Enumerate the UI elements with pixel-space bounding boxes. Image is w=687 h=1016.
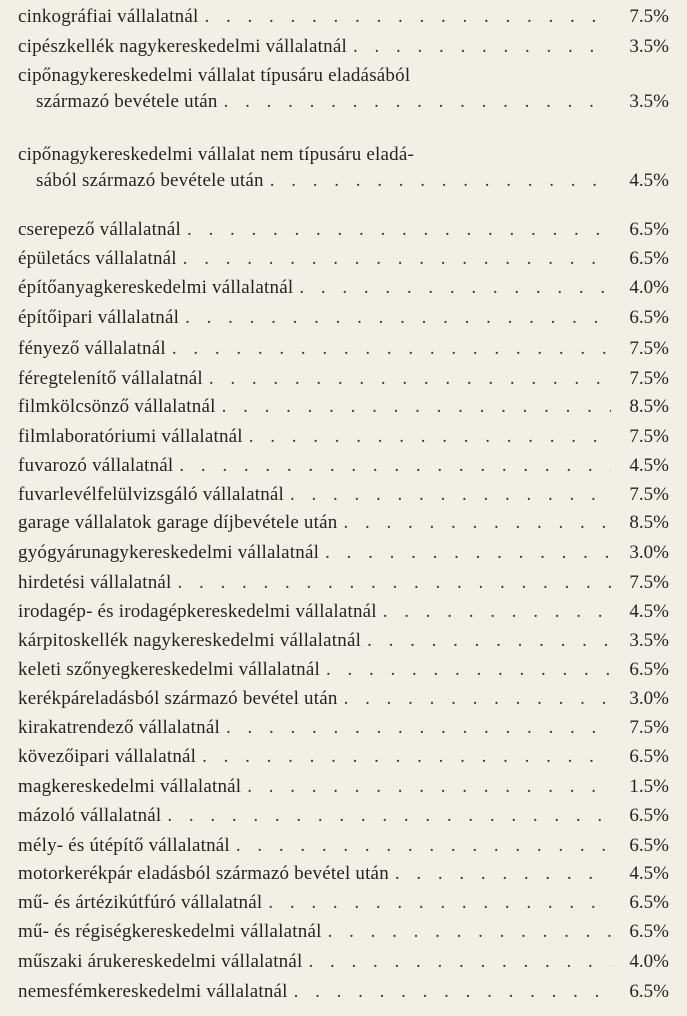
rate-entry bbox=[18, 686, 669, 712]
entry-rate: 3.5% bbox=[629, 91, 669, 112]
leader-dots bbox=[185, 305, 611, 331]
entry-rate: 6.5% bbox=[629, 805, 669, 826]
entry-rate: 1.5% bbox=[629, 776, 669, 797]
entry-label-continued: származó bevétele után bbox=[36, 91, 218, 112]
leader-dots bbox=[187, 217, 611, 243]
entry-label: kárpitoskellék nagykereskedelmi vállalatnál bbox=[18, 630, 362, 651]
rate-entry bbox=[18, 890, 669, 916]
rate-entry bbox=[18, 246, 669, 272]
rate-entry bbox=[18, 453, 669, 479]
entry-label: gyógyárunagykereskedelmi vállalatnál bbox=[18, 542, 320, 563]
rate-entry bbox=[18, 63, 669, 115]
rate-entry bbox=[18, 570, 669, 596]
entry-label: keleti szőnyegkereskedelmi vállalatnál bbox=[18, 659, 320, 680]
entry-label: kirakatrendező vállalatnál bbox=[18, 717, 220, 738]
entry-rate: 7.5% bbox=[629, 484, 669, 505]
leader-dots bbox=[167, 803, 611, 829]
rate-entry bbox=[18, 949, 669, 975]
leader-dots bbox=[202, 744, 611, 770]
leader-dots bbox=[178, 570, 611, 596]
entry-label: kövezőipari vállalatnál bbox=[18, 746, 197, 767]
rate-entry bbox=[18, 715, 669, 741]
rate-entry bbox=[18, 482, 669, 508]
entry-rate: 6.5% bbox=[629, 248, 669, 269]
entry-label: cserepező vállalatnál bbox=[18, 219, 181, 240]
entry-label: hirdetési vállalatnál bbox=[18, 572, 172, 593]
entry-label: mű- és ártézikútfúró vállalatnál bbox=[18, 892, 263, 913]
entry-label: filmkölcsönző vállalatnál bbox=[18, 396, 216, 417]
entry-label: építőanyagkereskedelmi vállalatnál bbox=[18, 277, 294, 298]
leader-dots bbox=[249, 424, 611, 450]
entry-rate: 6.5% bbox=[629, 219, 669, 240]
leader-dots bbox=[326, 657, 611, 683]
entry-rate: 7.5% bbox=[629, 572, 669, 593]
entry-label: fényező vállalatnál bbox=[18, 338, 166, 359]
rate-entry bbox=[18, 34, 669, 60]
entry-rate: 4.5% bbox=[629, 455, 669, 476]
entry-rate: 4.0% bbox=[629, 951, 669, 972]
leader-dots bbox=[222, 394, 611, 420]
rate-entry bbox=[18, 366, 669, 392]
leader-dots bbox=[299, 275, 611, 301]
entry-label: műszaki árukereskedelmi vállalatnál bbox=[18, 951, 303, 972]
rate-entry bbox=[18, 861, 669, 887]
entry-rate: 4.5% bbox=[629, 601, 669, 622]
entry-label: mázoló vállalatnál bbox=[18, 805, 162, 826]
entry-label: motorkerékpár eladásból származó bevétel után bbox=[18, 863, 389, 884]
leader-dots bbox=[367, 628, 611, 654]
entry-rate: 3.5% bbox=[629, 36, 669, 57]
entry-rate: 6.5% bbox=[629, 659, 669, 680]
entry-rate: 3.5% bbox=[629, 630, 669, 651]
rate-entry bbox=[18, 510, 669, 536]
rate-entry bbox=[18, 919, 669, 945]
leader-dots bbox=[224, 89, 611, 115]
entry-rate: 7.5% bbox=[629, 426, 669, 447]
entry-label: fuvarlevélfelülvizsgáló vállalatnál bbox=[18, 484, 285, 505]
leader-dots bbox=[183, 246, 611, 272]
rate-entry bbox=[18, 657, 669, 683]
entry-rate: 7.5% bbox=[629, 338, 669, 359]
entry-rate: 4.5% bbox=[629, 170, 669, 191]
entry-rate: 6.5% bbox=[629, 892, 669, 913]
entry-label: garage vállalatok garage díjbevétele után bbox=[18, 512, 338, 533]
entry-rate: 7.5% bbox=[629, 368, 669, 389]
entry-rate: 4.0% bbox=[629, 277, 669, 298]
leader-dots bbox=[268, 890, 611, 916]
entry-rate: 8.5% bbox=[629, 396, 669, 417]
leader-dots bbox=[204, 4, 611, 30]
rate-entry bbox=[18, 744, 669, 770]
entry-rate: 6.5% bbox=[629, 307, 669, 328]
entry-label: nemesfémkereskedelmi vállalatnál bbox=[18, 981, 288, 1002]
entry-label: épületács vállalatnál bbox=[18, 248, 177, 269]
leader-dots bbox=[226, 715, 611, 741]
leader-dots bbox=[395, 861, 611, 887]
entry-rate: 6.5% bbox=[629, 921, 669, 942]
leader-dots bbox=[270, 168, 611, 194]
rate-entry bbox=[18, 336, 669, 362]
leader-dots bbox=[344, 686, 611, 712]
rate-entry bbox=[18, 4, 669, 30]
rate-entry bbox=[18, 628, 669, 654]
entry-label: mély- és útépítő vállalatnál bbox=[18, 835, 230, 856]
leader-dots bbox=[172, 336, 611, 362]
leader-dots bbox=[236, 833, 611, 859]
entry-rate: 4.5% bbox=[629, 863, 669, 884]
leader-dots bbox=[328, 919, 611, 945]
entry-label: cinkográfiai vállalatnál bbox=[18, 6, 199, 27]
rate-entry bbox=[18, 774, 669, 800]
entry-rate: 6.5% bbox=[629, 981, 669, 1002]
entry-label: féregtelenítő vállalatnál bbox=[18, 368, 203, 389]
entry-label: fuvarozó vállalatnál bbox=[18, 455, 174, 476]
rate-entry bbox=[18, 979, 669, 1005]
entry-label: cipőnagykereskedelmi vállalat típusáru eladásából bbox=[18, 65, 411, 86]
entry-label: cipészkellék nagykereskedelmi vállalatnál bbox=[18, 36, 347, 57]
entry-rate: 3.0% bbox=[629, 542, 669, 563]
entry-label: cipőnagykereskedelmi vállalat nem típusáru eladá- bbox=[18, 144, 414, 165]
entry-rate: 8.5% bbox=[629, 512, 669, 533]
entry-rate: 6.5% bbox=[629, 746, 669, 767]
rate-entry bbox=[18, 142, 669, 194]
leader-dots bbox=[383, 599, 611, 625]
entry-rate: 6.5% bbox=[629, 835, 669, 856]
rate-entry bbox=[18, 540, 669, 566]
leader-dots bbox=[247, 774, 611, 800]
entry-label: magkereskedelmi vállalatnál bbox=[18, 776, 242, 797]
leader-dots bbox=[325, 540, 611, 566]
entry-label: kerékpáreladásból származó bevétel után bbox=[18, 688, 338, 709]
rate-entry bbox=[18, 599, 669, 625]
leader-dots bbox=[294, 979, 611, 1005]
entry-rate: 7.5% bbox=[629, 6, 669, 27]
leader-dots bbox=[179, 453, 611, 479]
leader-dots bbox=[309, 949, 612, 975]
rate-entry bbox=[18, 217, 669, 243]
entry-label-continued: sából származó bevétele után bbox=[36, 170, 264, 191]
entry-rate: 3.0% bbox=[629, 688, 669, 709]
entry-label: irodagép- és irodagépkereskedelmi vállalatnál bbox=[18, 601, 377, 622]
rate-entry bbox=[18, 275, 669, 301]
entry-label: építőipari vállalatnál bbox=[18, 307, 180, 328]
rate-entry bbox=[18, 833, 669, 859]
entry-label: filmlaboratóriumi vállalatnál bbox=[18, 426, 243, 447]
rate-entry bbox=[18, 424, 669, 450]
rate-entry bbox=[18, 305, 669, 331]
entry-label: mű- és régiségkereskedelmi vállalatnál bbox=[18, 921, 322, 942]
rate-entry bbox=[18, 394, 669, 420]
leader-dots bbox=[209, 366, 611, 392]
leader-dots bbox=[343, 510, 611, 536]
entry-rate: 7.5% bbox=[629, 717, 669, 738]
leader-dots bbox=[290, 482, 611, 508]
leader-dots bbox=[353, 34, 611, 60]
rate-entry bbox=[18, 803, 669, 829]
